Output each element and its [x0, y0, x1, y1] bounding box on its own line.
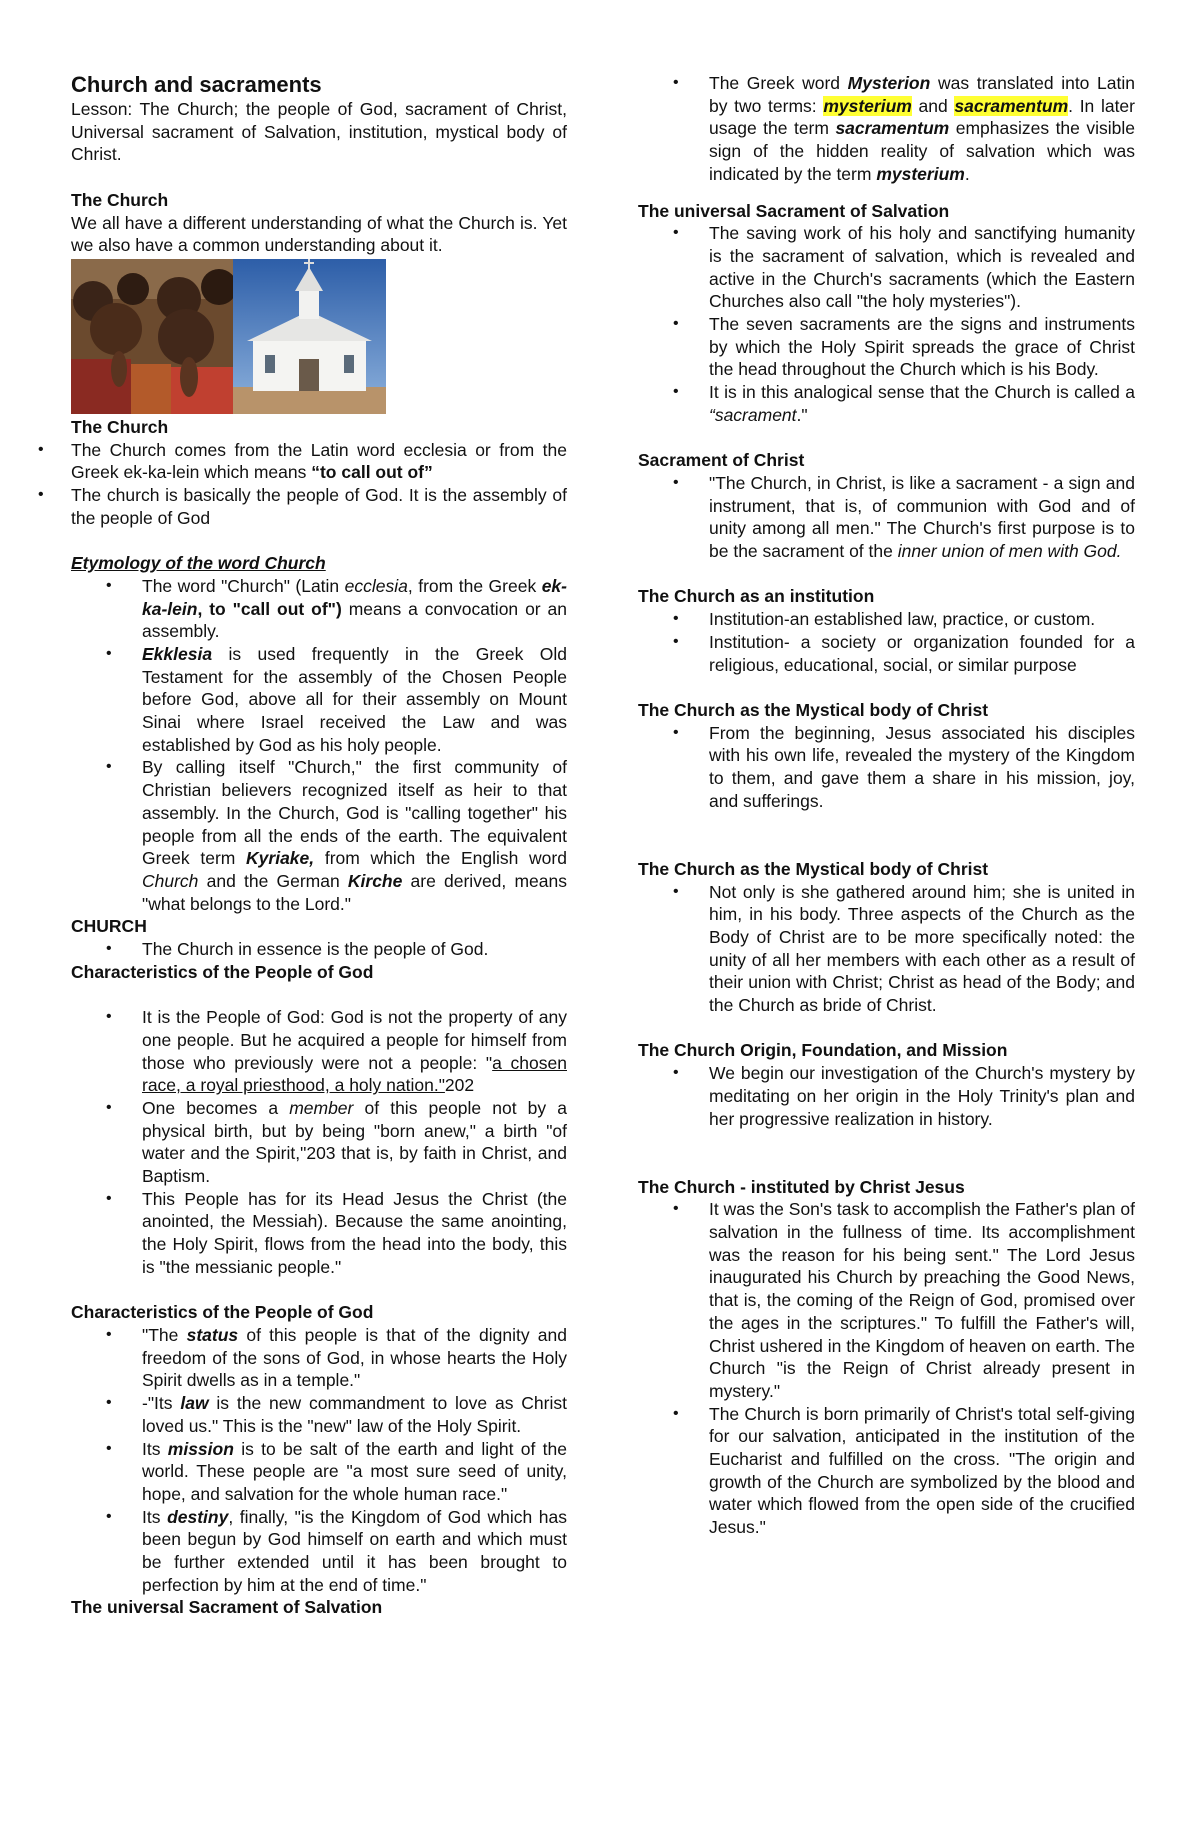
- section-heading-universal-sacrament-2: The universal Sacrament of Salvation: [638, 200, 950, 221]
- characteristics-bullets: [71, 1006, 567, 1278]
- list-item: • The Greek word Mysterion was translated into Latin by two terms: mysterium and sacramentum. In later usage the term sacramentum emphasizes the visible sign of the hidden reality of salvation which was indicated by the term mysterium.: [709, 72, 1135, 186]
- universal-sacrament-bullets: [638, 222, 1135, 426]
- section-heading-church-caps: CHURCH: [71, 916, 147, 937]
- section-heading-institution: The Church as an institution: [638, 586, 875, 607]
- origin-bullets: [638, 1062, 1135, 1130]
- left-column: [71, 72, 567, 1619]
- section-heading-characteristics-2: Characteristics of the People of God: [71, 1302, 374, 1323]
- list-item: • Not only is she gathered around him; she is united in him, in his body. Three aspects of the Church as the Body of Christ are to be more specifically noted: the unity of all her members with each other as a result of their union with Christ; Christ as head of the Body; and the Church as bride of Christ.: [709, 881, 1135, 1017]
- white-chapel-photo: [233, 259, 386, 414]
- lesson-summary: Lesson: The Church; the people of God, sacrament of Christ, Universal sacrament of Salvation, institution, mystical body of Christ.: [71, 99, 567, 165]
- mystical-body-bullets-2: [638, 881, 1135, 1017]
- list-item: • The church is basically the people of God. It is the assembly of the people of God: [71, 484, 567, 529]
- section-heading-characteristics: Characteristics of the People of God: [71, 961, 374, 982]
- section-heading-origin: The Church Origin, Foundation, and Mission: [638, 1040, 1008, 1061]
- list-item: • One becomes a member of this people not by a physical birth, but by being "born anew," a birth "of water and the Spirit,"203 that is, by faith in Christ, and Baptism.: [142, 1097, 567, 1188]
- document-title: Church and sacraments: [71, 72, 322, 97]
- characteristics-bullets-2: [71, 1324, 567, 1596]
- list-item: • Ekklesia is used frequently in the Greek Old Testament for the assembly of the Chosen People before God, above all for their assembly on Mount Sinai where Israel received the Law and was established by God as his holy people.: [142, 643, 567, 757]
- list-item: • From the beginning, Jesus associated his disciples with his own life, revealed the mystery of the Kingdom to them, and gave them a share in his mission, joy, and sufferings.: [709, 722, 1135, 813]
- sacrament-of-christ-bullets: [638, 472, 1135, 563]
- section-heading-church: The Church: [71, 189, 169, 210]
- list-item: • Institution-an established law, practice, or custom.: [709, 608, 1135, 631]
- section-heading-mystical-body-2: The Church as the Mystical body of Christ: [638, 858, 989, 879]
- praying-children-photo: [71, 259, 233, 414]
- list-item: • The Church is born primarily of Christ's total self-giving for our salvation, anticipated in the institution of the Eucharist and fulfilled on the cross. "The origin and growth of the Church are symbolized by the blood and water which flowed from the open side of the crucified Jesus.": [709, 1403, 1135, 1539]
- list-item: • Institution- a society or organization founded for a religious, educational, social, or similar purpose: [709, 631, 1135, 676]
- section-heading-instituted-by-christ: The Church - instituted by Christ Jesus: [638, 1176, 965, 1197]
- church-bullets: [71, 439, 567, 530]
- list-item: • We begin our investigation of the Church's mystery by meditating on her origin in the Holy Trinity's plan and her progressive realization in history.: [709, 1062, 1135, 1130]
- section-heading-universal-sacrament: The universal Sacrament of Salvation: [71, 1597, 383, 1618]
- list-item: • The word "Church" (Latin ecclesia, from the Greek ek-ka-lein, to "call out of") means a convocation or an assembly.: [142, 575, 567, 643]
- photo-row: [71, 259, 567, 414]
- list-item: • Its mission is to be salt of the earth and light of the world. These people are "a most sure seed of unity, hope, and salvation for the whole human race.": [142, 1438, 567, 1506]
- etymology-bullets: [71, 575, 567, 916]
- list-item: • By calling itself "Church," the first community of Christian believers recognized itself as heir to that assembly. In the Church, God is "calling together" his people from all the ends of the earth. The equivalent Greek term Kyriake, from which the English word Church and the German Kirche are derived, means "what belongs to the Lord.": [142, 756, 567, 915]
- mystical-body-bullets: [638, 722, 1135, 813]
- list-item: • The Church comes from the Latin word ecclesia or from the Greek ek-ka-lein which means “to call out of”: [71, 439, 567, 484]
- mysterion-bullets: [638, 72, 1135, 186]
- list-item: • This People has for its Head Jesus the Christ (the anointed, the Messiah). Because the same anointing, the Holy Spirit, flows from the head into the body, this is "the messianic people.": [142, 1188, 567, 1279]
- section-heading-sacrament-of-christ: Sacrament of Christ: [638, 450, 805, 471]
- list-item: • "The status of this people is that of the dignity and freedom of the sons of God, in whose hearts the Holy Spirit dwells as in a temple.": [142, 1324, 567, 1392]
- list-item: • It is the People of God: God is not the property of any one people. But he acquired a people for himself from those who previously were not a people: "a chosen race, a royal priesthood, a holy nation."202: [142, 1006, 567, 1097]
- right-column: [638, 72, 1135, 1539]
- section-heading-mystical-body: The Church as the Mystical body of Christ: [638, 699, 989, 720]
- church-essence-bullets: [71, 938, 567, 961]
- church-intro: We all have a different understanding of what the Church is. Yet we also have a common understanding about it.: [71, 212, 567, 256]
- list-item: • The saving work of his holy and sanctifying humanity is the sacrament of salvation, which is revealed and active in the Church's sacraments (which the Eastern Churches also call "the holy mysteries").: [709, 222, 1135, 313]
- list-item: • The seven sacraments are the signs and instruments by which the Holy Spirit spreads the grace of Christ the head throughout the Church which is his Body.: [709, 313, 1135, 381]
- section-heading-church-2: The Church: [71, 416, 169, 437]
- section-heading-etymology: Etymology of the word Church: [71, 553, 326, 574]
- institution-bullets: [638, 608, 1135, 676]
- list-item: • Its destiny, finally, "is the Kingdom of God which has been begun by God himself on earth and which must be further extended until it has been brought to perfection by him at the end of time.": [142, 1506, 567, 1597]
- list-item: • It is in this analogical sense that the Church is called a “sacrament.": [709, 381, 1135, 426]
- list-item: • The Church in essence is the people of God.: [142, 938, 567, 961]
- list-item: • "The Church, in Christ, is like a sacrament - a sign and instrument, that is, of communion with God and of unity among all men." The Church's first purpose is to be the sacrament of the inner union of men with God.: [709, 472, 1135, 563]
- list-item: • It was the Son's task to accomplish the Father's plan of salvation in the fullness of time. Its accomplishment was the reason for his being sent." The Lord Jesus inaugurated his Church by preaching the Good News, that is, the coming of the Reign of God, promised over the ages in the scriptures." To fulfill the Father's will, Christ ushered in the Kingdom of heaven on earth. The Church "is the Reign of Christ already present in mystery.": [709, 1198, 1135, 1402]
- list-item: • -"Its law is the new commandment to love as Christ loved us." This is the "new" law of the Holy Spirit.: [142, 1392, 567, 1437]
- instituted-by-christ-bullets: [638, 1198, 1135, 1539]
